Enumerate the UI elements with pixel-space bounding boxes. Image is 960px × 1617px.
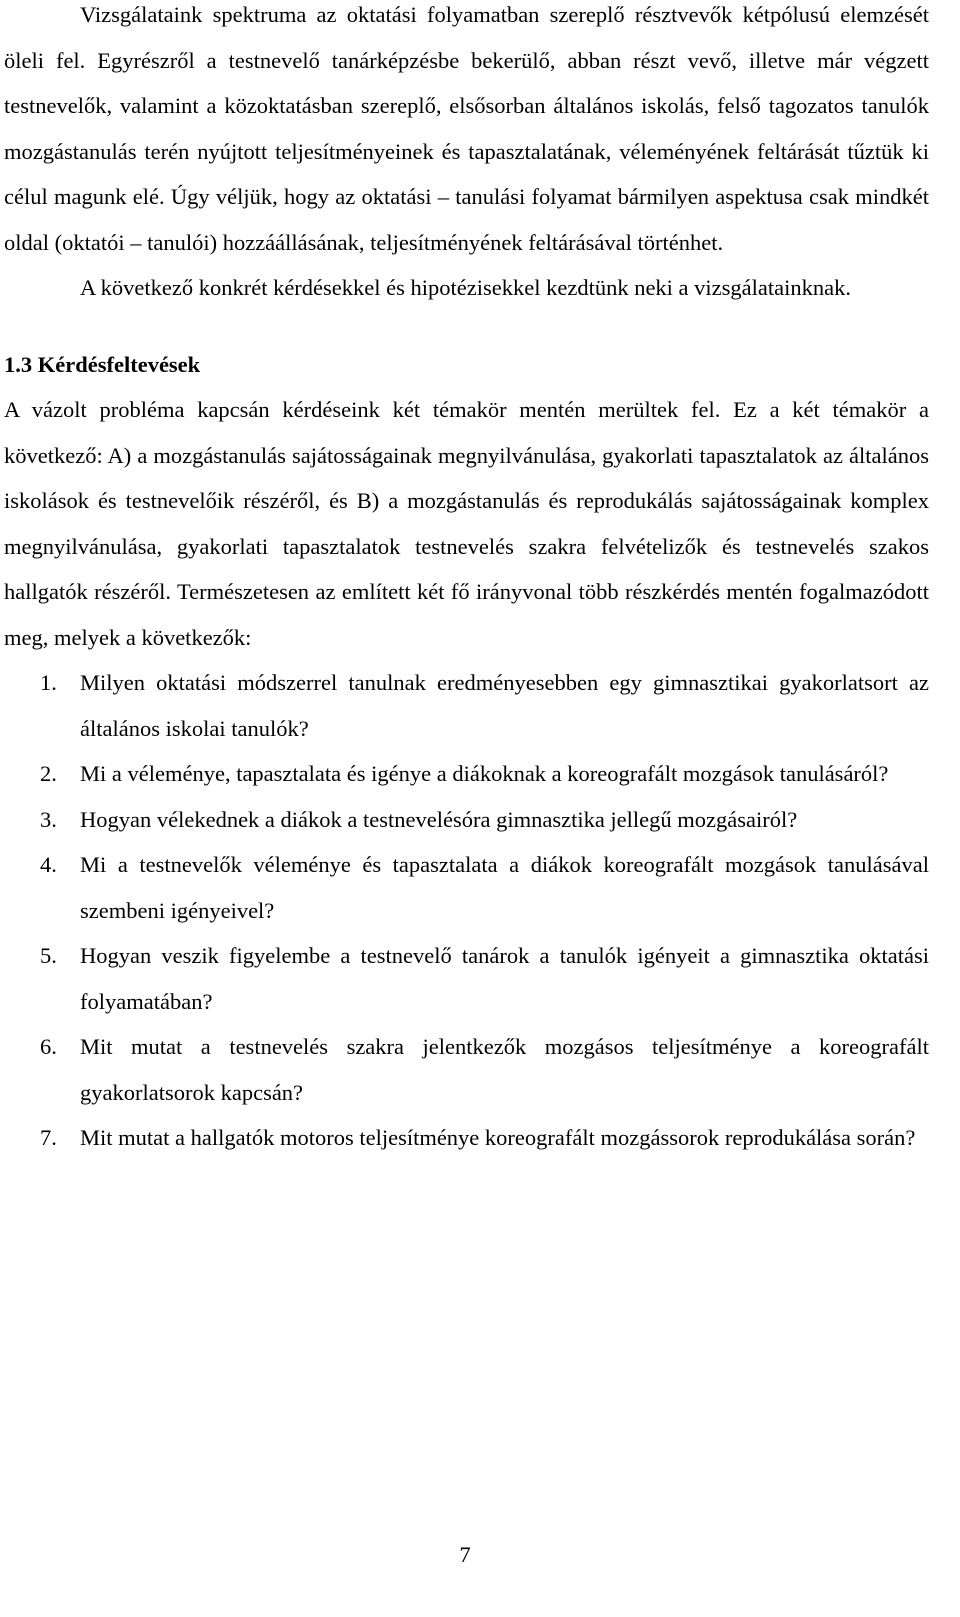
list-item (4, 842, 929, 933)
list-item-text: Hogyan vélekednek a diákok a testnevelésóra gimnasztika jellegű mozgásairól? (80, 806, 798, 832)
list-item-text: Hogyan veszik figyelembe a testnevelő tanárok a tanulók igényeit a gimnasztika oktatási folyamatában? (80, 943, 929, 1014)
section-heading: 1.3 Kérdésfeltevések (4, 351, 201, 377)
list-item-number: 1. (40, 670, 57, 695)
list-item (4, 933, 929, 1024)
list-item-number: 6. (40, 1034, 57, 1059)
list-item-number: 4. (40, 852, 57, 877)
list-item (4, 660, 929, 751)
intro-paragraph: Vizsgálataink spektruma az oktatási folyamatban szereplő résztvevők kétpólusú elemzését öleli fel. Egyrészről a testnevelő tanárképzésbe bekerülő, abban részt vevő, illetve már végzett testnevelők, valamint a közoktatásban szereplő, elsősorban általános iskolás, felső tagozatos tanulók mozgástanulás terén nyújtott teljesítményeinek és tapasztalatának, véleményének feltárását tűztük ki célul magunk elé. Úgy véljük, hogy az oktatási – tanulási folyamat bármilyen aspektusa csak mindkét oldal (oktatói – tanulói) hozzáállásának, teljesítményének feltárásával történhet. (4, 2, 929, 255)
list-item-number: 2. (40, 761, 57, 786)
section-body-paragraph: A vázolt probléma kapcsán kérdéseink két témakör mentén merültek fel. Ez a két témakör a következő: A) a mozgástanulás sajátosságainak megnyilvánulása, gyakorlati tapasztalatok az általános iskolások és testnevelőik részéről, és B) a mozgástanulás és reprodukálás sajátosságainak komplex megnyilvánulása, gyakorlati tapasztalatok testnevelés szakra felvételizők és testnevelés szakos hallgatók részéről. Természetesen az említett két fő irányvonal több részkérdés mentén fogalmazódott meg, melyek a következők: (4, 397, 929, 650)
list-item (4, 751, 929, 797)
list-item-text: Mit mutat a hallgatók motoros teljesítménye koreografált mozgássorok reprodukálása során? (80, 1125, 916, 1150)
document-page (4, 0, 929, 1161)
list-item-text: Mi a testnevelők véleménye és tapasztalata a diákok koreografált mozgások tanulásával szembeni igényeivel? (80, 852, 929, 923)
list-item-number: 3. (40, 806, 57, 832)
question-list (4, 660, 929, 1161)
list-item-number: 7. (40, 1125, 57, 1150)
list-item-number: 5. (40, 943, 57, 968)
list-item-text: Mi a véleménye, tapasztalata és igénye a diákoknak a koreografált mozgások tanulásáról? (80, 761, 889, 786)
list-item-text: Mit mutat a testnevelés szakra jelentkezők mozgásos teljesítménye a koreografált gyakorlatsorok kapcsán? (80, 1034, 929, 1105)
list-item (4, 1024, 929, 1115)
list-item (4, 1115, 929, 1161)
next-paragraph: A következő konkrét kérdésekkel és hipotézisekkel kezdtünk neki a vizsgálatainknak. (80, 275, 851, 300)
page-number: 7 (459, 1542, 471, 1567)
list-item (4, 797, 929, 843)
list-item-text: Milyen oktatási módszerrel tanulnak eredményesebben egy gimnasztikai gyakorlatsort az általános iskolai tanulók? (80, 670, 929, 741)
